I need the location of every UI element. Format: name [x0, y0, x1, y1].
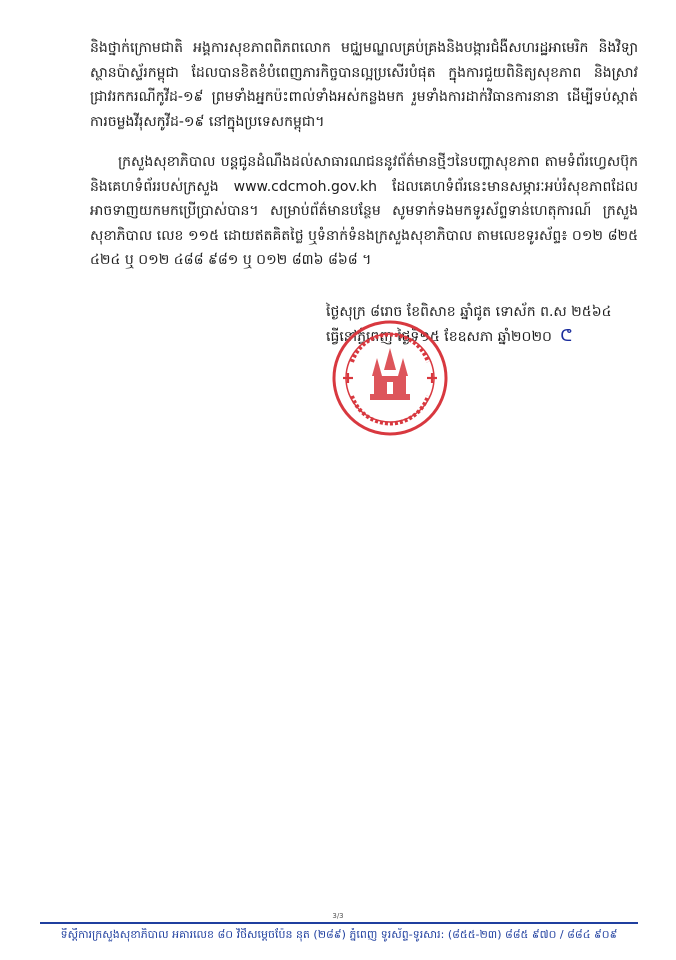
lunar-date: ថ្ងៃសុក្រ ៨រោច ខែពិសាខ ឆ្នាំជូត ទោស័ក ព.ស ២៥៦៤ [326, 304, 612, 320]
solar-date-text: ធ្វើនៅភ្នំពេញ ថ្ងៃទី១៥ ខែឧសភា ឆ្នាំ២០២០ [326, 329, 552, 345]
official-stamp-icon [330, 318, 450, 438]
body-paragraph-2: ក្រសួងសុខាភិបាល បន្តជូនដំណឹងដល់សាធារណជននូវព័ត៌មានថ្មីៗនៃបញ្ហាសុខភាព តាមទំព័រហ្វេសប៊ុក និងគេហទំព័ររបស់ក្រសួង www.cdcmoh.gov.kh ដែលគេហទំព័រនេះមានសម្ភារៈអប់រំសុខភាពដែលអាចទាញយកមកប្រើប្រាស់បាន។ សម្រាប់ព័ត៌មានបន្ថែម សូមទាក់ទងមកទូរស័ព្ទទាន់ហេតុការណ៍ ក្រសួងសុខាភិបាល លេខ ១១៥ ដោយឥតគិតថ្លៃ ឬទំនាក់ទំនងក្រសួងសុខាភិបាល តាមលេខទូរស័ព្ទ៖ ០១២ ៨២៥ ៤២៤ ឬ ០១២ ៤៨៨ ៩៨១ ឬ ០១២ ៨៣៦ ៨៦៨ ។ [90, 154, 638, 268]
footer-address: ទីស្តីការក្រសួងសុខាភិបាល អគារលេខ ៨០ វិថីសម្តេចប៉ែន នុត (២៨៩) ភ្នំពេញ ទូរស័ព្ទ-ទូរសារ: (៨៥៥-២៣) ៨៨៥ ៩៧០ / ៨៨៤ ៩០៩ [60, 928, 618, 941]
footer-divider [40, 922, 638, 924]
signature-mark: ᕦ [560, 326, 573, 345]
body-paragraph-1: និងថ្នាក់ក្រោមជាតិ អង្គការសុខភាពពិភពលោក មជ្ឈមណ្ឌលគ្រប់គ្រងនិងបង្ការជំងឺសហរដ្ឋអាមេរិក និងវិទ្យាស្ថានប៉ាស្ទ័រកម្ពុជា ដែលបានខិតខំបំពេញភារកិច្ចបានល្អប្រសើរបំផុត ក្នុងការជួយពិនិត្យសុខភាព និងស្រាវជ្រាវរកករណីកូវីដ-១៩ ព្រមទាំងអ្នកប៉ះពាល់ទាំងអស់កន្លងមក រួមទាំងការដាក់វិធានការនានា ដើម្បីទប់ស្កាត់ការចម្លងវីរុសកូវីដ-១៩ នៅក្នុងប្រទេសកម្ពុជា។ [90, 40, 638, 130]
page-number: 3/3 [332, 912, 344, 920]
